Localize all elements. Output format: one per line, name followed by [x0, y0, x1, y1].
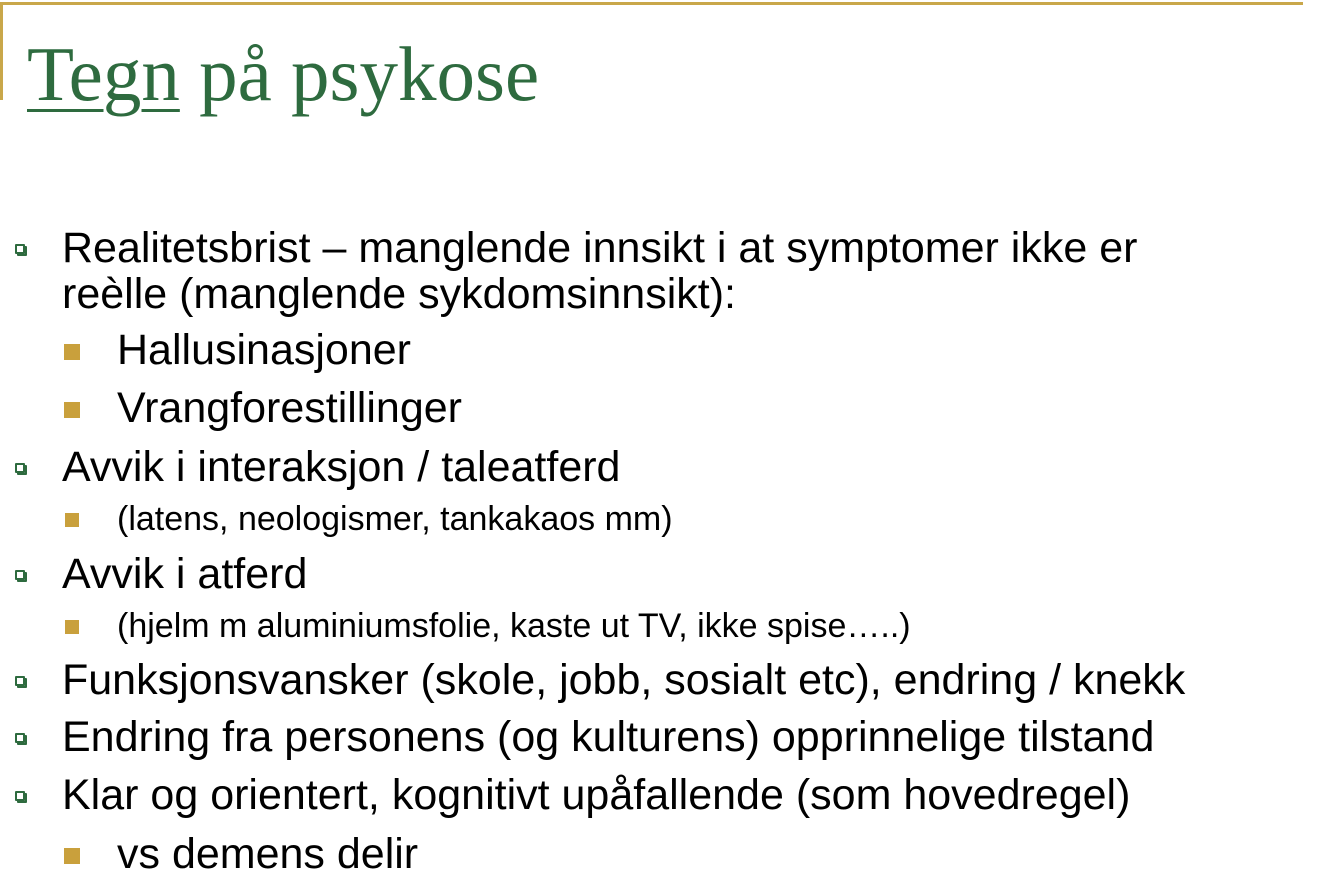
bullet-text: Realitetsbrist – manglende innsikt i at symptomer ikke er [62, 224, 1138, 272]
hollow-square-bullet-icon [15, 244, 25, 254]
sub-bullet-text: Vrangforestillinger [117, 384, 462, 432]
bullet-text: Klar og orientert, kognitivt upåfallende (som hovedregel) [62, 771, 1131, 819]
top-rule [0, 2, 1303, 5]
bullet-text: Avvik i atferd [62, 550, 308, 598]
filled-square-bullet-icon [64, 344, 80, 360]
left-rule [0, 2, 3, 100]
bullet-text: Endring fra personens (og kulturens) opprinnelige tilstand [62, 713, 1155, 761]
filled-square-bullet-icon [64, 402, 80, 418]
bullet-text: Avvik i interaksjon / taleatferd [62, 443, 621, 491]
filled-square-bullet-icon [65, 513, 79, 527]
sub-bullet-text: Hallusinasjoner [117, 326, 411, 374]
sub-bullet-text: vs demens delir [117, 830, 419, 878]
slide-title [27, 24, 539, 124]
title-rest: på psykose [179, 31, 540, 117]
hollow-square-bullet-icon [15, 791, 25, 801]
sub-bullet-text: (hjelm m aluminiumsfolie, kaste ut TV, ikke spise…..) [117, 607, 911, 645]
hollow-square-bullet-icon [15, 570, 25, 580]
hollow-square-bullet-icon [15, 676, 25, 686]
filled-square-bullet-icon [65, 620, 79, 634]
hollow-square-bullet-icon [15, 733, 25, 743]
filled-square-bullet-icon [64, 848, 80, 864]
bullet-text: reèlle (manglende sykdomsinnsikt): [62, 270, 736, 318]
hollow-square-bullet-icon [15, 463, 25, 473]
sub-bullet-text: (latens, neologismer, tankakaos mm) [117, 500, 673, 538]
bullet-text: Funksjonsvansker (skole, jobb, sosialt etc), endring / knekk [62, 656, 1186, 704]
title-underlined-word: Tegn [27, 31, 180, 117]
